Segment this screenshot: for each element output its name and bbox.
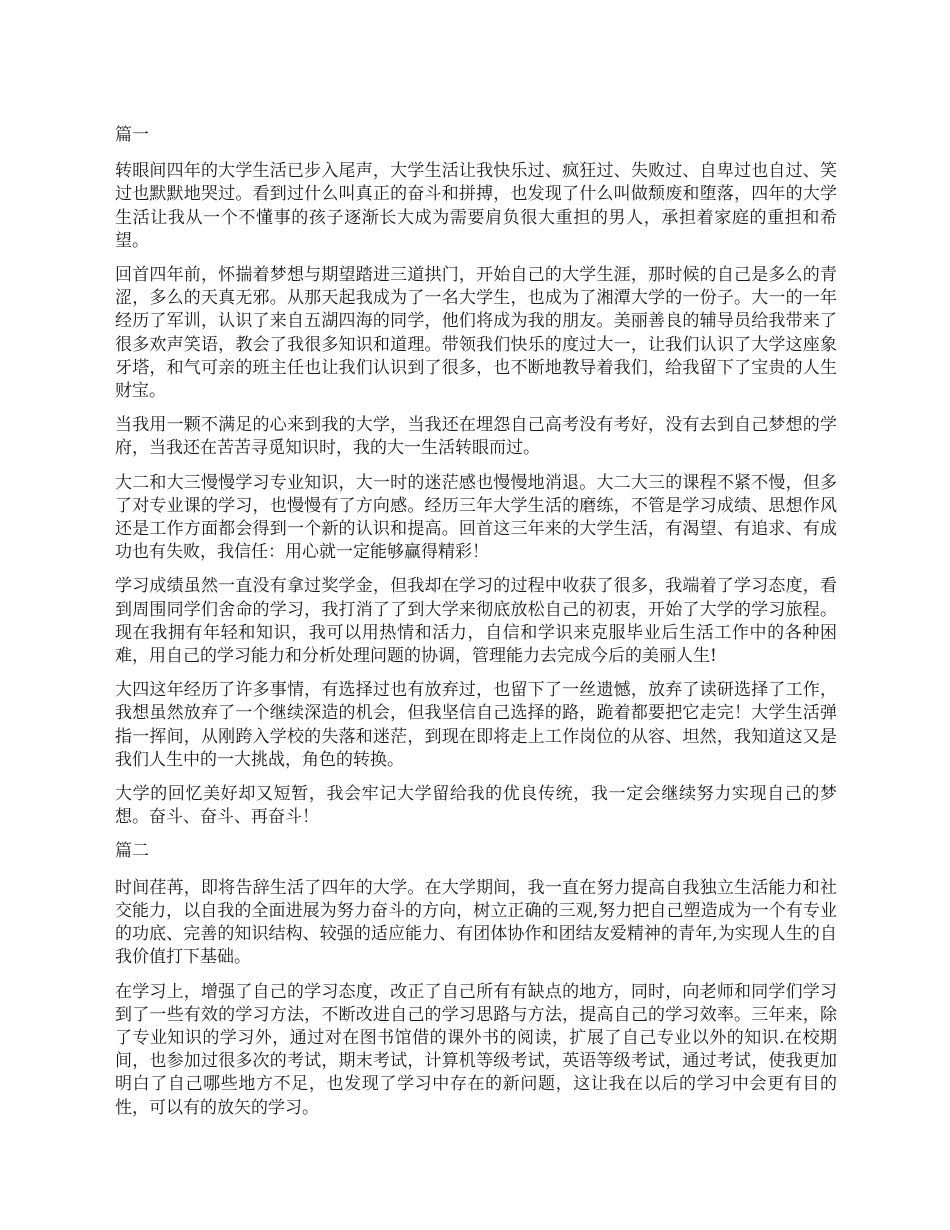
paragraph: 回首四年前，怀揣着梦想与期望踏进三道拱门，开始自己的大学生涯，那时候的自己是多么的青涩，多么的天真无邪。从那天起我成为了一名大学生，也成为了湘潭大学的一份子。大一的一年经历了军训，认识了来自五湖四海的同学，他们将成为我的朋友。美丽善良的辅导员给我带来了很多欢声笑语，教会了我很多知识和道理。带领我们快乐的度过大一，让我们认识了大学这座象牙塔，和气可亲的班主任也让我们认识到了很多，也不断地教导着我们，给我留下了宝贵的人生财宝。	[115, 265, 837, 402]
paragraph: 转眼间四年的大学生活已步入尾声，大学生活让我快乐过、疯狂过、失败过、自卑过也自过、笑过也默默地哭过。看到过什么叫真正的奋斗和拼搏，也发现了什么叫做颓废和堕落，四年的大学生活让我从一个不懂事的孩子逐渐长大成为需要肩负很大重担的男人，承担着家庭的重担和希望。	[115, 161, 837, 251]
paragraph: 当我用一颗不满足的心来到我的大学，当我还在埋怨自己高考没有考好，没有去到自己梦想的学府，当我还在苦苦寻觅知识时，我的大一生活转眼而过。	[115, 415, 837, 459]
paragraph: 在学习上，增强了自己的学习态度，改正了自己所有有缺点的地方，同时，向老师和同学们学习到了一些有效的学习方法，不断改进自己的学习思路与方法，提高自己的学习效率。三年来，除了专业知识的学习外，通过对在图书馆借的课外书的阅读，扩展了自己专业以外的知识.在校期间，也参加过很多次的考试，期末考试，计算机等级考试，英语等级考试，通过考试，使我更加明白了自己哪些地方不足，也发现了学习中存在的新问题，这让我在以后的学习中会更有目的性，可以有的放矢的学习。	[115, 981, 837, 1118]
section-heading-2: 篇二	[115, 841, 149, 862]
paragraph: 大学的回忆美好却又短暂，我会牢记大学留给我的优良传统，我一定会继续努力实现自己的梦想。奋斗、奋斗、再奋斗！	[115, 784, 837, 828]
section-heading-1: 篇一	[115, 125, 149, 145]
paragraph: 学习成绩虽然一直没有拿过奖学金，但我却在学习的过程中收获了很多，我端着了学习态度，看到周围同学们舍命的学习，我打消了了到大学来彻底放松自己的初衷，开始了大学的学习旅程。现在我拥有年轻和知识，我可以用热情和活力，自信和学识来克服毕业后生活工作中的各种困难，用自己的学习能力和分析处理问题的协调，管理能力去完成今后的美丽人生!	[115, 576, 837, 667]
paragraph: 大四这年经历了许多事情，有选择过也有放弃过，也留下了一丝遗憾，放弃了读研选择了工作，我想虽然放弃了一个继续深造的机会，但我坚信自己选择的路，跪着都要把它走完！大学生活弹指一挥间，从刚跨入学校的失落和迷茫，到现在即将走上工作岗位的从容、坦然，我知道这又是我们人生中的一大挑战，角色的转换。	[115, 680, 837, 770]
paragraph: 大二和大三慢慢学习专业知识，大一时的迷茫感也慢慢地消退。大二大三的课程不紧不慢，但多了对专业课的学习，也慢慢有了方向感。经历三年大学生活的磨练，不管是学习成绩、思想作风还是工作方面都会得到一个新的认识和提高。回首这三年来的大学生活，有渴望、有追求、有成功也有失败，我信任：用心就一定能够赢得精彩！	[115, 472, 837, 563]
paragraph: 时间荏苒，即将告辞生活了四年的大学。在大学期间，我一直在努力提高自我独立生活能力和社交能力，以自我的全面进展为努力奋斗的方向，树立正确的三观,努力把自己塑造成为一个有专业的功底、完善的知识结构、较强的适应能力、有团体协作和团结友爱精神的青年,为实现人生的自我价值打下基础。	[115, 877, 837, 968]
document-body	[115, 124, 837, 1131]
